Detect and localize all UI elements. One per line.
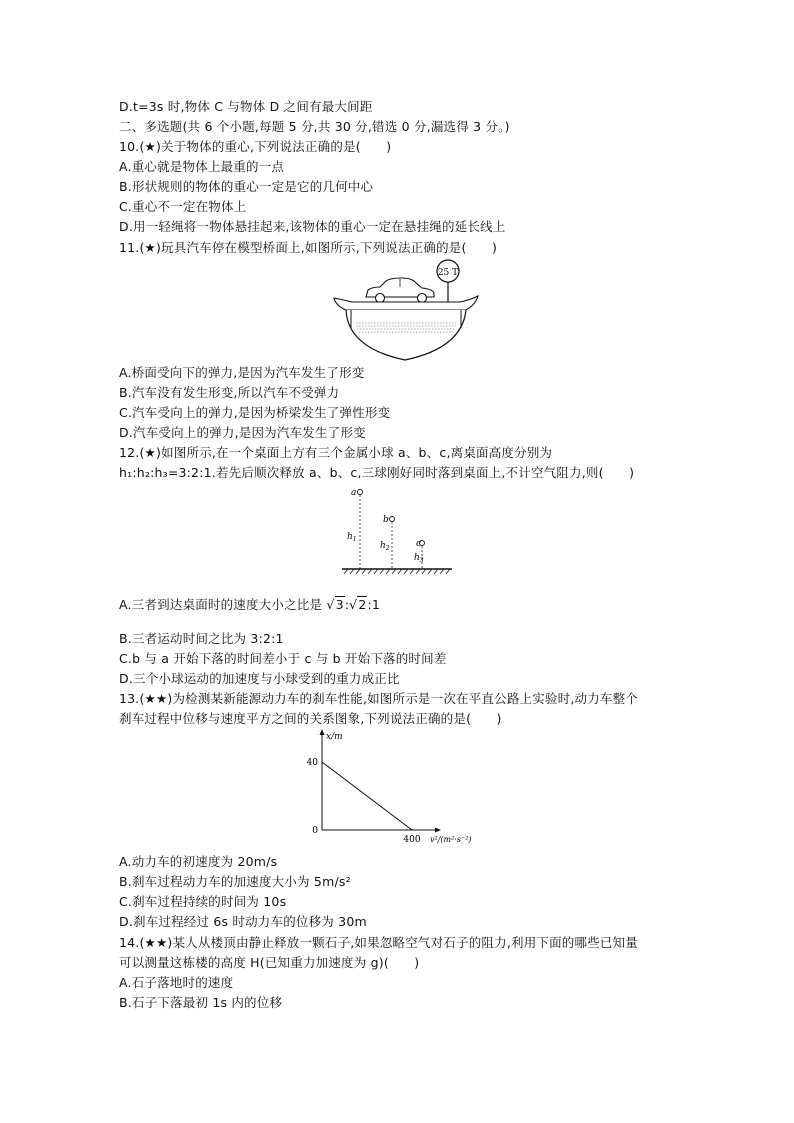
q11-option-b: B.汽车没有发生形变,所以汽车不受弹力 — [119, 385, 340, 400]
ratio-suffix: :1 — [367, 597, 381, 612]
sqrt-2-radicand: 2 — [358, 597, 367, 612]
bridge-deck — [334, 296, 478, 310]
question-13-cont: 刹车过程中位移与速度平方之间的关系图象,下列说法正确的是( ) — [119, 711, 502, 726]
sqrt-2: √2 — [349, 597, 367, 612]
bridge-basin — [346, 310, 466, 360]
q12-option-c: C.b 与 a 开始下落的时间差小于 c 与 b 开始下落的时间差 — [119, 651, 447, 666]
q12-option-d: D.三个小球运动的加速度与小球受到的重力成正比 — [119, 671, 400, 686]
label-a: a — [351, 488, 357, 498]
car-wheel-front — [418, 294, 427, 303]
sign-text: 25 T — [437, 268, 459, 278]
q13-option-b: B.刹车过程动力车的加速度大小为 5m/s² — [119, 874, 351, 889]
y-tick-40: 40 — [306, 758, 318, 768]
question-14-cont: 可以测量这栋楼的高度 H(已知重力加速度为 g)( ) — [119, 955, 420, 970]
q11-option-d: D.汽车受向上的弹力,是因为汽车发生了形变 — [119, 425, 366, 440]
q10-option-a: A.重心就是物体上最重的一点 — [119, 159, 285, 174]
question-13: 13.(★★)为检测某新能源动力车的刹车性能,如图所示是一次在平直公路上实验时,动力车整个 — [119, 691, 638, 706]
q12-option-a — [119, 597, 380, 613]
car-wheel-rear — [376, 294, 385, 303]
ratio-separator: : — [344, 597, 350, 612]
question-14: 14.(★★)某人从楼顶由静止释放一颗石子,如果忽略空气对石子的阻力,利用下面的哪些已知量 — [119, 935, 638, 950]
q10-option-c: C.重心不一定在物体上 — [119, 199, 247, 214]
q11-option-c: C.汽车受向上的弹力,是因为桥梁发生了弹性形变 — [119, 405, 391, 420]
label-b: b — [383, 515, 389, 525]
q12-option-a-text: A.三者到达桌面时的速度大小之比是 — [119, 597, 327, 612]
sqrt-3-radicand: 3 — [335, 597, 344, 612]
question-11: 11.(★)玩具汽车停在模型桥面上,如图所示,下列说法正确的是( ) — [119, 240, 498, 255]
section-heading-multi-choice: 二、多选题(共 6 个小题,每题 5 分,共 30 分,错选 0 分,漏选得 3 分。) — [119, 119, 510, 134]
ball-a — [358, 490, 363, 495]
label-c: c — [416, 539, 422, 549]
q14-option-a: A.石子落地时的速度 — [119, 975, 234, 990]
question-12: 12.(★)如图所示,在一个桌面上方有三个金属小球 a、b、c,离桌面高度分别为 — [119, 445, 553, 460]
option-d-q9: D.t=3s 时,物体 C 与物体 D 之间有最大间距 — [119, 99, 373, 114]
label-h2: $h_2$ — [380, 541, 390, 552]
bridge-figure — [330, 258, 480, 362]
q13-option-a: A.动力车的初速度为 20m/s — [119, 854, 278, 869]
x-tick-400: 400 — [403, 835, 421, 845]
y-axis-arrow — [320, 729, 325, 735]
label-h3: $h_3$ — [414, 553, 424, 564]
q10-option-b: B.形状规则的物体的重心一定是它的几何中心 — [119, 179, 374, 194]
x-axis-arrow — [435, 828, 441, 833]
y-axis-label: x/m — [326, 732, 343, 742]
sqrt-3: √3 — [326, 597, 344, 612]
question-10: 10.(★)关于物体的重心,下列说法正确的是( ) — [119, 139, 392, 154]
q13-option-c: C.刹车过程持续的时间为 10s — [119, 894, 287, 909]
q14-option-b: B.石子下落最初 1s 内的位移 — [119, 995, 283, 1010]
x-axis-label: v²/(m²·s⁻²) — [430, 835, 472, 844]
q11-option-a: A.桥面受向下的弹力,是因为汽车发生了形变 — [119, 365, 365, 380]
q12-option-b: B.三者运动时间之比为 3:2:1 — [119, 631, 284, 646]
table-hatch — [344, 569, 450, 574]
label-h1: $h_1$ — [347, 532, 357, 543]
series-line — [322, 762, 412, 830]
falling-balls-figure — [338, 484, 456, 578]
q13-option-d: D.刹车过程经过 6s 时动力车的位移为 30m — [119, 914, 367, 929]
x-v2-graph — [298, 726, 498, 850]
ball-b — [390, 517, 395, 522]
question-12-cont: h₁:h₂:h₃=3:2:1.若先后顺次释放 a、b、c,三球刚好同时落到桌面上,不计空气阻力,则( ) — [119, 465, 635, 480]
origin-label: 0 — [312, 826, 318, 836]
q10-option-d: D.用一轻绳将一物体悬挂起来,该物体的重心一定在悬挂绳的延长线上 — [119, 219, 506, 234]
